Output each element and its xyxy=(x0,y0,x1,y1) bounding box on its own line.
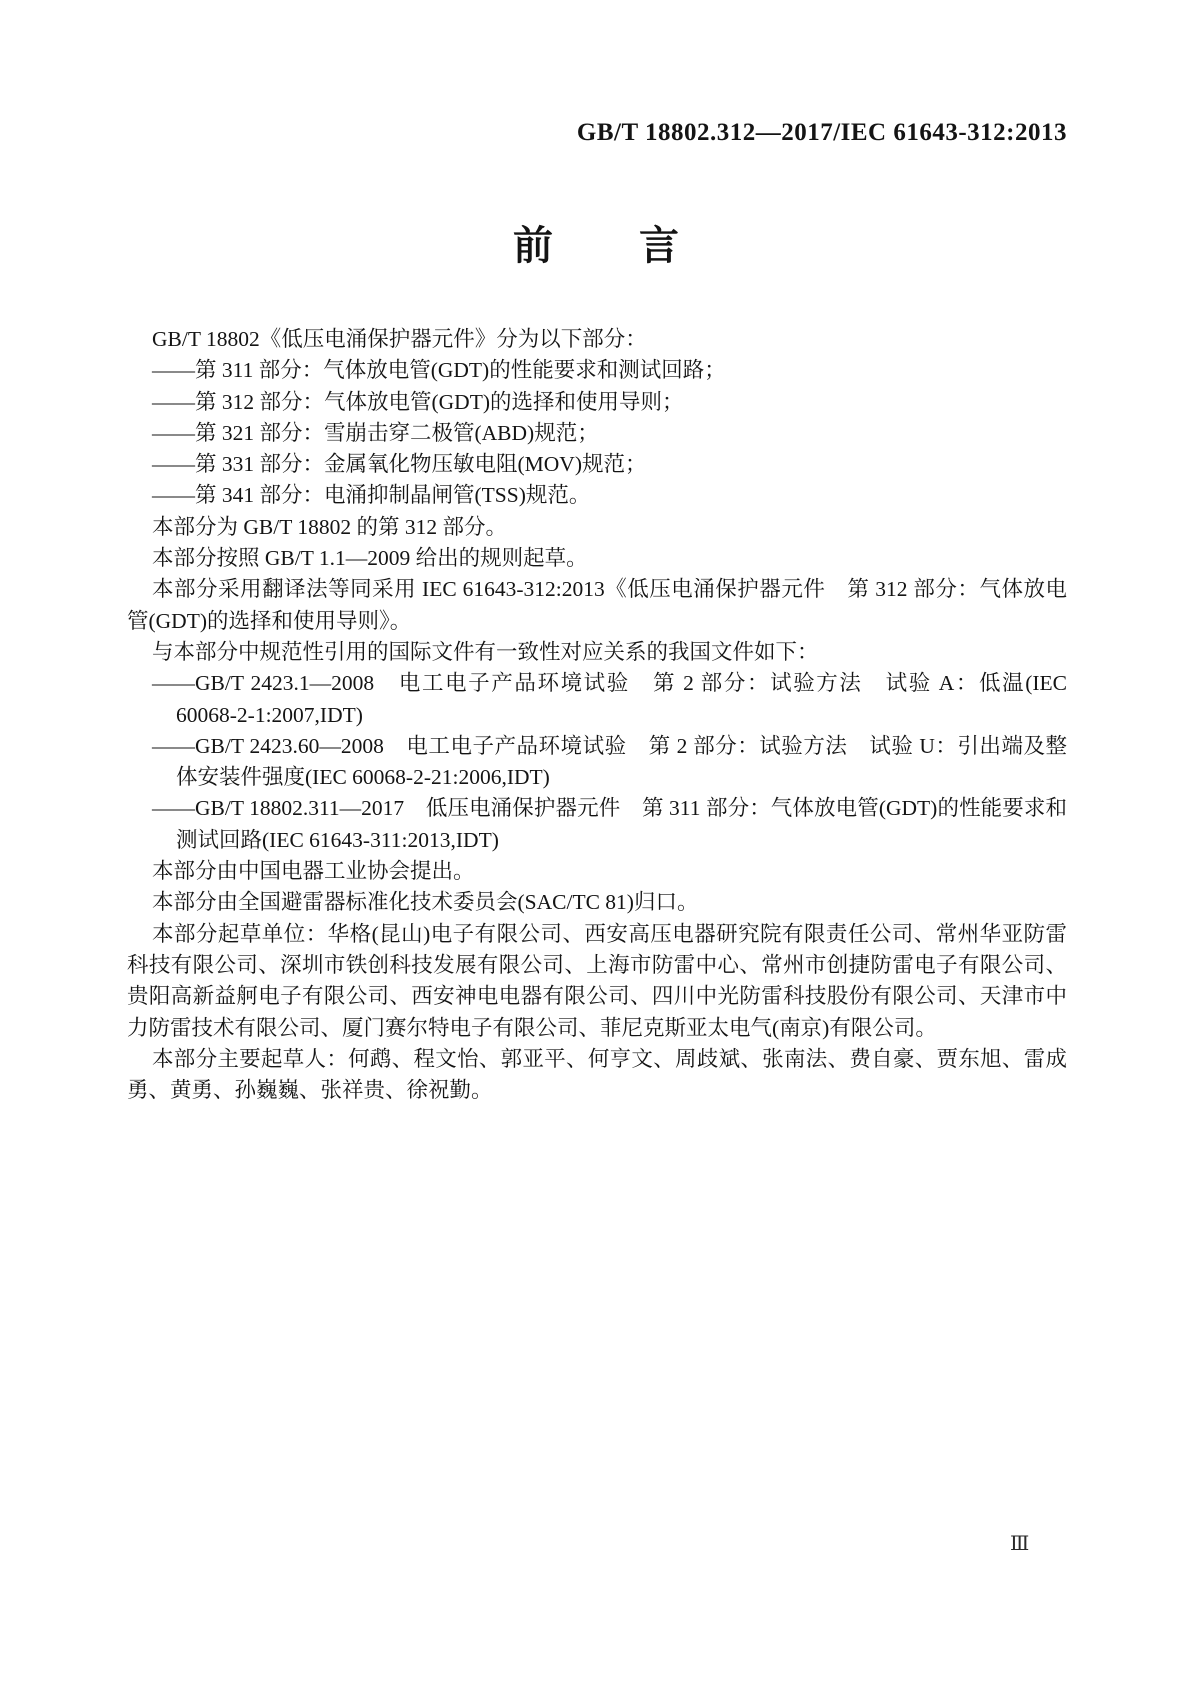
foreword-paragraph-translation: 本部分采用翻译法等同采用 IEC 61643-312:2013《低压电涌保护器元件 第 312 部分：气体放电管(GDT)的选择和使用导则》。 xyxy=(127,577,1067,633)
foreword-ref-gbt-18802-311: ——GB/T 18802.311—2017 低压电涌保护器元件 第 311 部分：气体放电管(GDT)的性能要求和测试回路(IEC 61643-311:2013,IDT) xyxy=(152,796,1067,852)
foreword-part-321-item: ——第 321 部分：雪崩击穿二极管(ABD)规范； xyxy=(152,420,599,445)
foreword-paragraph-committee: 本部分由全国避雷器标准化技术委员会(SAC/TC 81)归口。 xyxy=(152,890,699,915)
foreword-part-311-item: ——第 311 部分：气体放电管(GDT)的性能要求和测试回路； xyxy=(152,358,726,383)
foreword-part-341-item: ——第 341 部分：电涌抑制晶闸管(TSS)规范。 xyxy=(152,483,591,508)
foreword-title: 前 言 xyxy=(513,224,681,268)
foreword-paragraph-drafting-rule: 本部分按照 GB/T 1.1—2009 给出的规则起草。 xyxy=(152,546,588,571)
foreword-paragraph-main-drafters: 本部分主要起草人：何鹉、程文怡、郭亚平、何亨文、周歧斌、张南法、费自豪、贾东旭、雷成勇、黄勇、孙巍巍、张祥贵、徐祝勤。 xyxy=(127,1046,1067,1103)
foreword-part-331-item: ——第 331 部分：金属氧化物压敏电阻(MOV)规范； xyxy=(152,452,647,477)
foreword-body xyxy=(127,324,1067,1106)
foreword-paragraph-ref-intro: 与本部分中规范性引用的国际文件有一致性对应关系的我国文件如下： xyxy=(152,639,819,664)
foreword-ref-gbt-2423-1: ——GB/T 2423.1—2008 电工电子产品环境试验 第 2 部分：试验方法 试验 A：低温(IEC 60068-2-1:2007,IDT) xyxy=(152,671,1067,727)
foreword-ref-gbt-2423-60: ——GB/T 2423.60—2008 电工电子产品环境试验 第 2 部分：试验方法 试验 U：引出端及整体安装件强度(IEC 60068-2-21:2006,IDT) xyxy=(152,733,1067,790)
foreword-paragraph-this-part: 本部分为 GB/T 18802 的第 312 部分。 xyxy=(152,514,507,539)
page-number: Ⅲ xyxy=(1010,1533,1030,1555)
foreword-paragraph-intro: GB/T 18802《低压电涌保护器元件》分为以下部分： xyxy=(152,327,647,351)
standard-number-header: GB/T 18802.312—2017/IEC 61643-312:2013 xyxy=(576,119,1067,146)
foreword-paragraph-drafting-organizations: 本部分起草单位：华格(昆山)电子有限公司、西安高压电器研究院有限责任公司、常州华亚防雷科技有限公司、深圳市铁创科技发展有限公司、上海市防雷中心、常州市创捷防雷电子有限公司、贵阳高新益舸电子有限公司、西安神电电器有限公司、四川中光防雷科技股份有限公司、天津市中力防雷技术有限公司、厦门赛尔特电子有限公司、菲尼克斯亚太电气(南京)有限公司。 xyxy=(127,921,1067,1040)
foreword-paragraph-proposed-by: 本部分由中国电器工业协会提出。 xyxy=(152,859,475,884)
foreword-part-312-item: ——第 312 部分：气体放电管(GDT)的选择和使用导则； xyxy=(152,389,684,414)
